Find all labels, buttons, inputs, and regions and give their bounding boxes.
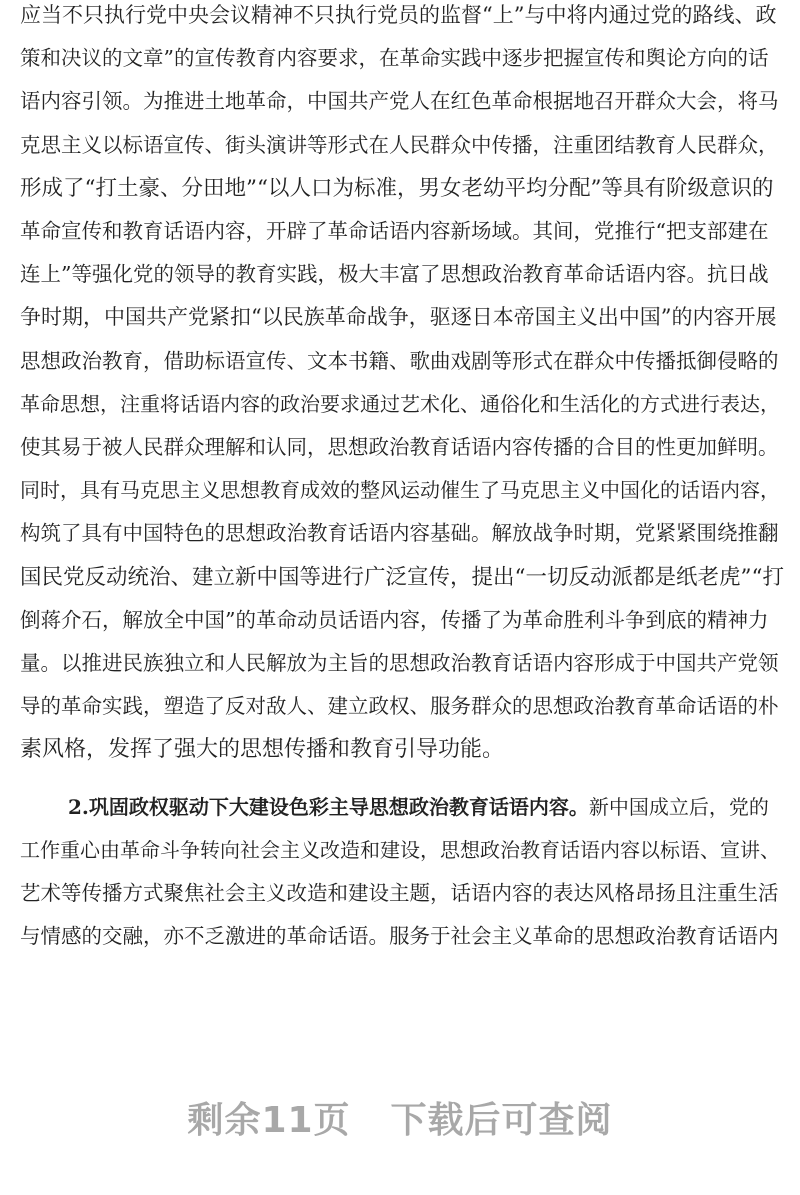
text-line: 同时，具有马克思主义思想教育成效的整风运动催生了马克思主义中国化的话语内容， bbox=[20, 478, 780, 503]
download-to-view-label[interactable]: 下载后可查阅 bbox=[390, 1100, 613, 1141]
download-prompt[interactable] bbox=[0, 1092, 800, 1143]
paragraph-revolution-period bbox=[20, 0, 785, 772]
text-line: 导的革命实践，塑造了反对敌人、建立政权、服务群众的思想政治教育革命话语的朴 bbox=[20, 694, 779, 719]
text-line: 工作重心由革命斗争转向社会主义改造和建设，思想政治教育话语内容以标语、宣讲、 bbox=[20, 837, 780, 862]
paragraph-construction-period bbox=[20, 829, 785, 959]
remaining-pages-label: 剩余11页 bbox=[187, 1100, 351, 1141]
text-line: 素风格，发挥了强大的思想传播和教育引导功能。 bbox=[20, 737, 505, 763]
text-line: 倒蒋介石，解放全中国”的革命动员话语内容，传播了为革命胜利斗争到底的精神力 bbox=[20, 607, 769, 632]
text-line: 争时期，中国共产党紧扣“以民族革命战争，驱逐日本帝国主义出中国”的内容开展 bbox=[20, 305, 777, 330]
section-heading: 2.巩固政权驱动下大建设色彩主导思想政治教育话语内容。 bbox=[68, 794, 589, 819]
text-line: 革命思想，注重将话语内容的政治要求通过艺术化、通俗化和生活化的方式进行表达， bbox=[20, 391, 780, 416]
text-line: 策和决议的文章”的宣传教育内容要求，在革命实践中逐步把握宣传和舆论方向的话 bbox=[20, 46, 769, 71]
text-line: 艺术等传播方式聚焦社会主义改造和建设主题，话语内容的表达风格昂扬且注重生活 bbox=[20, 881, 779, 906]
text-line: 思想政治教育，借助标语宣传、文本书籍、歌曲戏剧等形式在群众中传播抵御侵略的 bbox=[20, 348, 779, 373]
paragraph-first-line bbox=[20, 786, 785, 829]
text-line: 克思主义以标语宣传、街头演讲等形式在人民群众中传播，注重团结教育人民群众， bbox=[20, 132, 779, 157]
document-body bbox=[20, 0, 785, 958]
text-line: 连上”等强化党的领导的教育实践，极大丰富了思想政治教育革命话语内容。抗日战 bbox=[20, 262, 769, 287]
text-line: 与情感的交融，亦不乏激进的革命话语。服务于社会主义革命的思想政治教育话语内 bbox=[20, 924, 779, 949]
text-line: 使其易于被人民群众理解和认同，思想政治教育话语内容传播的合目的性更加鲜明。 bbox=[20, 435, 779, 460]
text-line: 形成了“打土豪、分田地”“以人口为标准，男女老幼平均分配”等具有阶级意识的 bbox=[20, 175, 774, 201]
text-line: 革命宣传和教育话语内容，开辟了革命话语内容新场域。其间，党推行“把支部建在 bbox=[20, 219, 769, 244]
text-line: 量。以推进民族独立和人民解放为主旨的思想政治教育话语内容形成于中国共产党领 bbox=[20, 651, 779, 676]
text-line: 国民党反动统治、建立新中国等进行广泛宣传，提出“一切反动派都是纸老虎”“打 bbox=[20, 564, 784, 590]
text-line: 构筑了具有中国特色的思想政治教育话语内容基础。解放战争时期，党紧紧围绕推翻 bbox=[20, 521, 779, 546]
section-text: 新中国成立后，党的 bbox=[588, 794, 769, 819]
text-line: 语内容引领。为推进土地革命，中国共产党人在红色革命根据地召开群众大会，将马 bbox=[20, 89, 779, 114]
text-line: 应当不只执行党中央会议精神不只执行党员的监督“上”与中将内通过党的路线、政 bbox=[20, 3, 777, 27]
